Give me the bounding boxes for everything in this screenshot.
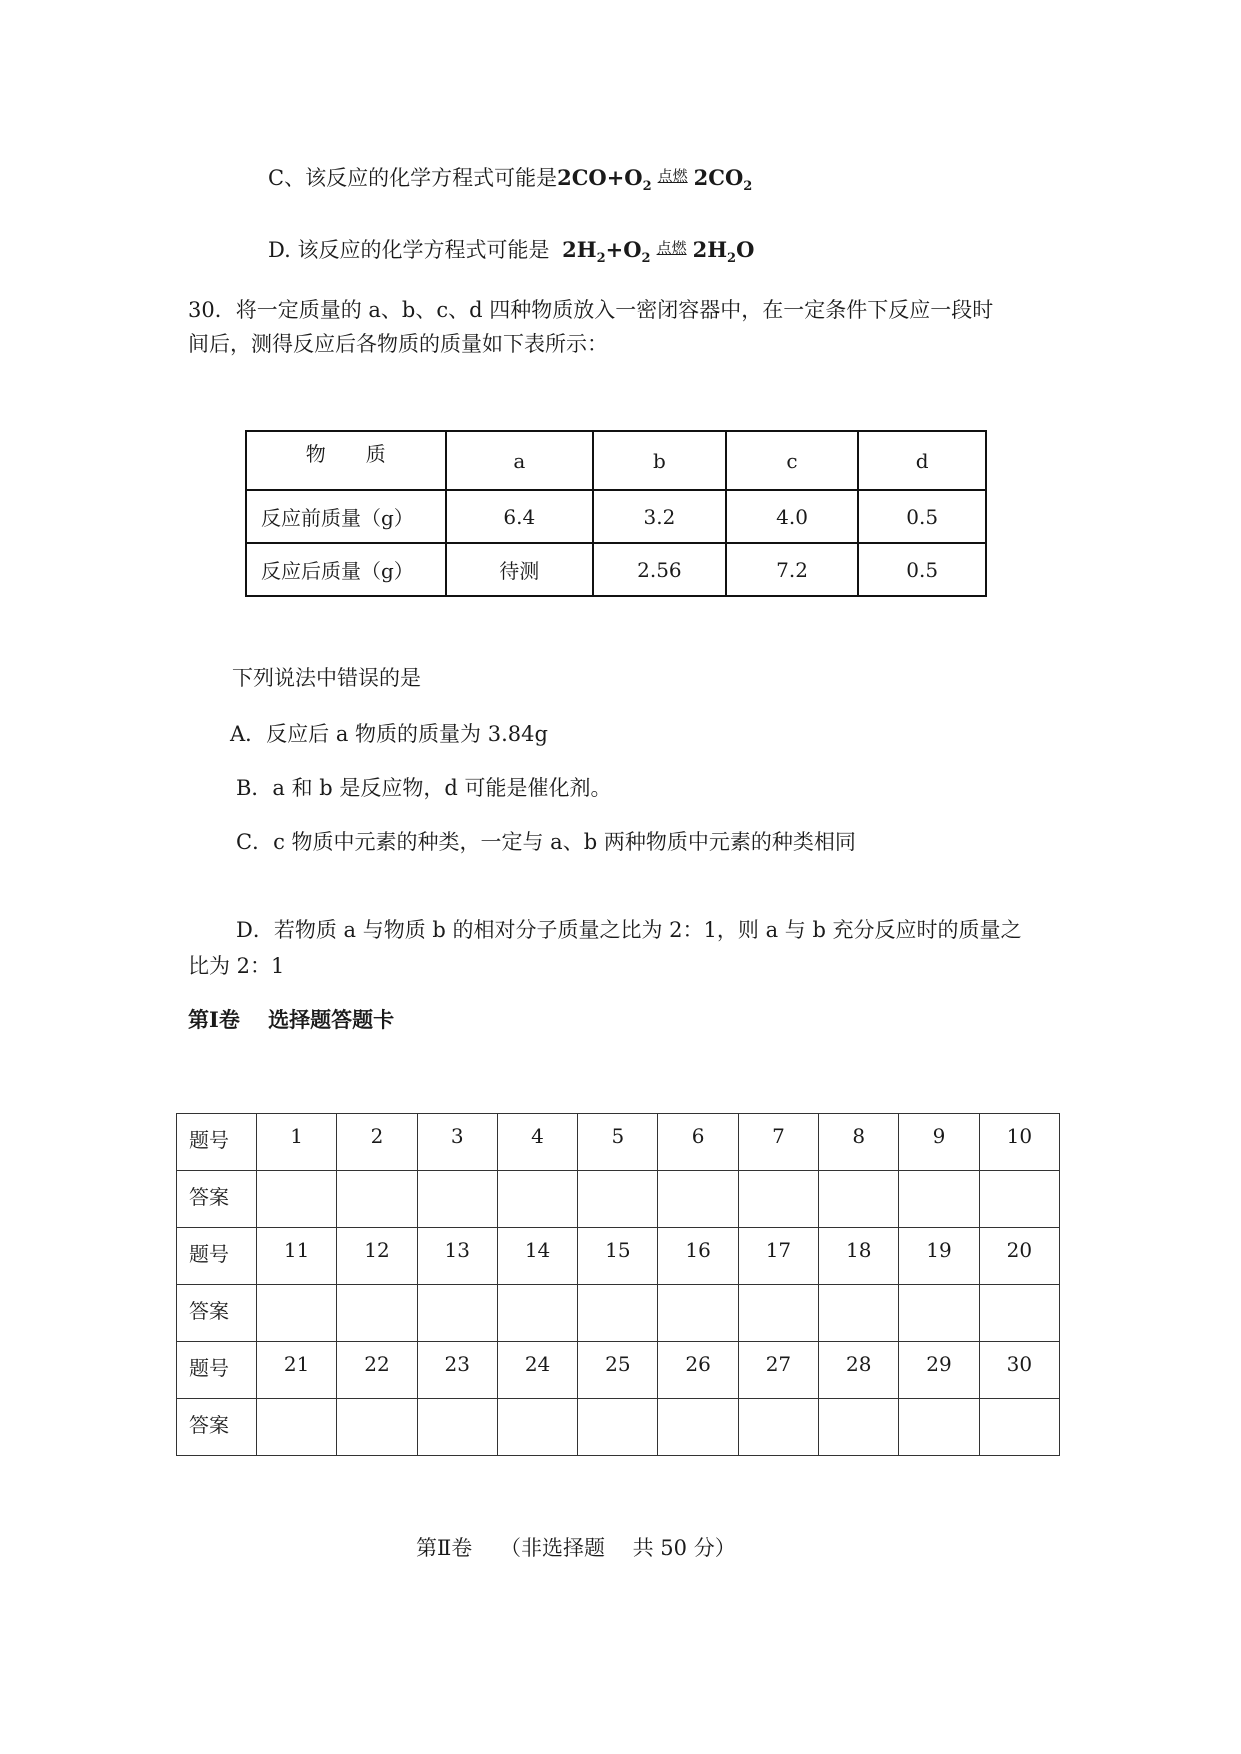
table-row — [177, 1285, 1060, 1342]
reaction-condition: 点燃 — [656, 239, 687, 257]
answer-cell[interactable] — [257, 1285, 337, 1342]
answer-cell[interactable] — [899, 1399, 979, 1456]
answer-cell[interactable] — [979, 1285, 1059, 1342]
question-number-cell: 7 — [738, 1114, 818, 1171]
q30-option-a: A．反应后 a 物质的质量为 3.84g — [230, 722, 548, 746]
answer-cell[interactable] — [257, 1399, 337, 1456]
answer-cell[interactable] — [497, 1285, 577, 1342]
question-number-cell: 16 — [658, 1228, 738, 1285]
table-cell: 反应前质量（g） — [246, 490, 446, 543]
answer-card-table — [176, 1113, 1060, 1456]
table-row — [177, 1114, 1060, 1171]
q30-line1: 30．将一定质量的 a、b、c、d 四种物质放入一密闭容器中，在一定条件下反应一段时 — [188, 298, 994, 322]
answer-cell[interactable] — [738, 1285, 818, 1342]
q30-stem: 下列说法中错误的是 — [232, 666, 421, 690]
answer-cell[interactable] — [738, 1171, 818, 1228]
answer-cell[interactable] — [819, 1171, 899, 1228]
question-number-cell: 19 — [899, 1228, 979, 1285]
table-row — [177, 1228, 1060, 1285]
question-number-label: 题号 — [177, 1342, 257, 1399]
part2-title: 第Ⅱ卷 （非选择题 共 50 分） — [416, 1536, 736, 1560]
answer-cell[interactable] — [658, 1399, 738, 1456]
option-d-prev — [268, 234, 754, 266]
q30-option-b: B．a 和 b 是反应物，d 可能是催化剂。 — [236, 776, 612, 800]
q30-option-d-line1: D．若物质 a 与物质 b 的相对分子质量之比为 2：1，则 a 与 b 充分反应时的质量之 — [236, 918, 1022, 942]
answer-cell[interactable] — [819, 1399, 899, 1456]
table-header-cell: a — [446, 431, 594, 490]
table-header-cell: d — [858, 431, 986, 490]
answer-cell[interactable] — [337, 1285, 417, 1342]
answer-cell[interactable] — [979, 1171, 1059, 1228]
table-row — [246, 431, 986, 490]
question-number-cell: 15 — [578, 1228, 658, 1285]
question-number-cell: 11 — [257, 1228, 337, 1285]
question-number-cell: 18 — [819, 1228, 899, 1285]
question-number-cell: 8 — [819, 1114, 899, 1171]
question-number-cell: 9 — [899, 1114, 979, 1171]
q30-line2: 间后，测得反应后各物质的质量如下表所示： — [188, 332, 608, 356]
answer-cell[interactable] — [417, 1399, 497, 1456]
question-number-cell: 27 — [738, 1342, 818, 1399]
option-c-prev — [268, 162, 752, 194]
question-number-cell: 24 — [497, 1342, 577, 1399]
q30-option-c: C．c 物质中元素的种类，一定与 a、b 两种物质中元素的种类相同 — [236, 830, 856, 854]
question-number-cell: 21 — [257, 1342, 337, 1399]
answer-cell[interactable] — [417, 1171, 497, 1228]
answer-label: 答案 — [177, 1399, 257, 1456]
question-number-cell: 28 — [819, 1342, 899, 1399]
answer-cell[interactable] — [738, 1399, 818, 1456]
table-cell: 0.5 — [858, 543, 986, 596]
answer-cell[interactable] — [819, 1285, 899, 1342]
mass-table — [245, 430, 987, 597]
question-number-cell: 14 — [497, 1228, 577, 1285]
question-number-cell: 6 — [658, 1114, 738, 1171]
question-number-cell: 5 — [578, 1114, 658, 1171]
table-row — [246, 490, 986, 543]
question-number-label: 题号 — [177, 1114, 257, 1171]
table-cell: 0.5 — [858, 490, 986, 543]
question-number-cell: 29 — [899, 1342, 979, 1399]
question-number-cell: 23 — [417, 1342, 497, 1399]
equation-c: $2CO+O_2$点燃 $2CO_2$ — [557, 165, 753, 195]
table-cell: 4.0 — [726, 490, 859, 543]
answer-cell[interactable] — [417, 1285, 497, 1342]
table-cell: 待测 — [446, 543, 594, 596]
answer-cell[interactable] — [257, 1171, 337, 1228]
table-header-cell: 物 质 — [246, 431, 446, 490]
answer-cell[interactable] — [899, 1285, 979, 1342]
reaction-condition: 点燃 — [657, 167, 688, 185]
question-number-cell: 26 — [658, 1342, 738, 1399]
question-number-cell: 22 — [337, 1342, 417, 1399]
answer-card-title: 第Ⅰ卷 选择题答题卡 — [188, 1007, 395, 1032]
table-row — [177, 1399, 1060, 1456]
answer-cell[interactable] — [497, 1399, 577, 1456]
answer-cell[interactable] — [899, 1171, 979, 1228]
answer-cell[interactable] — [658, 1171, 738, 1228]
answer-label: 答案 — [177, 1171, 257, 1228]
equation-d: $2H_2+O_2$点燃 $2H_2O$ — [562, 237, 755, 267]
question-number-cell: 30 — [979, 1342, 1059, 1399]
answer-cell[interactable] — [337, 1399, 417, 1456]
table-row — [177, 1342, 1060, 1399]
answer-cell[interactable] — [497, 1171, 577, 1228]
question-number-cell: 2 — [337, 1114, 417, 1171]
q30-option-d-line2: 比为 2：1 — [188, 954, 285, 978]
table-cell: 7.2 — [726, 543, 859, 596]
question-number-cell: 17 — [738, 1228, 818, 1285]
question-number-cell: 4 — [497, 1114, 577, 1171]
question-number-label: 题号 — [177, 1228, 257, 1285]
question-number-cell: 12 — [337, 1228, 417, 1285]
question-number-cell: 20 — [979, 1228, 1059, 1285]
question-number-cell: 10 — [979, 1114, 1059, 1171]
question-number-cell: 1 — [257, 1114, 337, 1171]
table-cell: 2.56 — [593, 543, 726, 596]
table-row — [177, 1171, 1060, 1228]
answer-cell[interactable] — [979, 1399, 1059, 1456]
table-header-cell: c — [726, 431, 859, 490]
table-cell: 6.4 — [446, 490, 594, 543]
option-d-text: D. 该反应的化学方程式可能是 — [268, 238, 550, 262]
answer-cell[interactable] — [337, 1171, 417, 1228]
answer-cell[interactable] — [578, 1171, 658, 1228]
question-number-cell: 13 — [417, 1228, 497, 1285]
table-header-cell: b — [593, 431, 726, 490]
option-c-text: C、该反应的化学方程式可能是 — [268, 166, 558, 190]
question-number-cell: 25 — [578, 1342, 658, 1399]
answer-cell[interactable] — [578, 1399, 658, 1456]
table-row — [246, 543, 986, 596]
table-cell: 反应后质量（g） — [246, 543, 446, 596]
answer-cell[interactable] — [658, 1285, 738, 1342]
question-number-cell: 3 — [417, 1114, 497, 1171]
answer-cell[interactable] — [578, 1285, 658, 1342]
table-cell: 3.2 — [593, 490, 726, 543]
answer-label: 答案 — [177, 1285, 257, 1342]
